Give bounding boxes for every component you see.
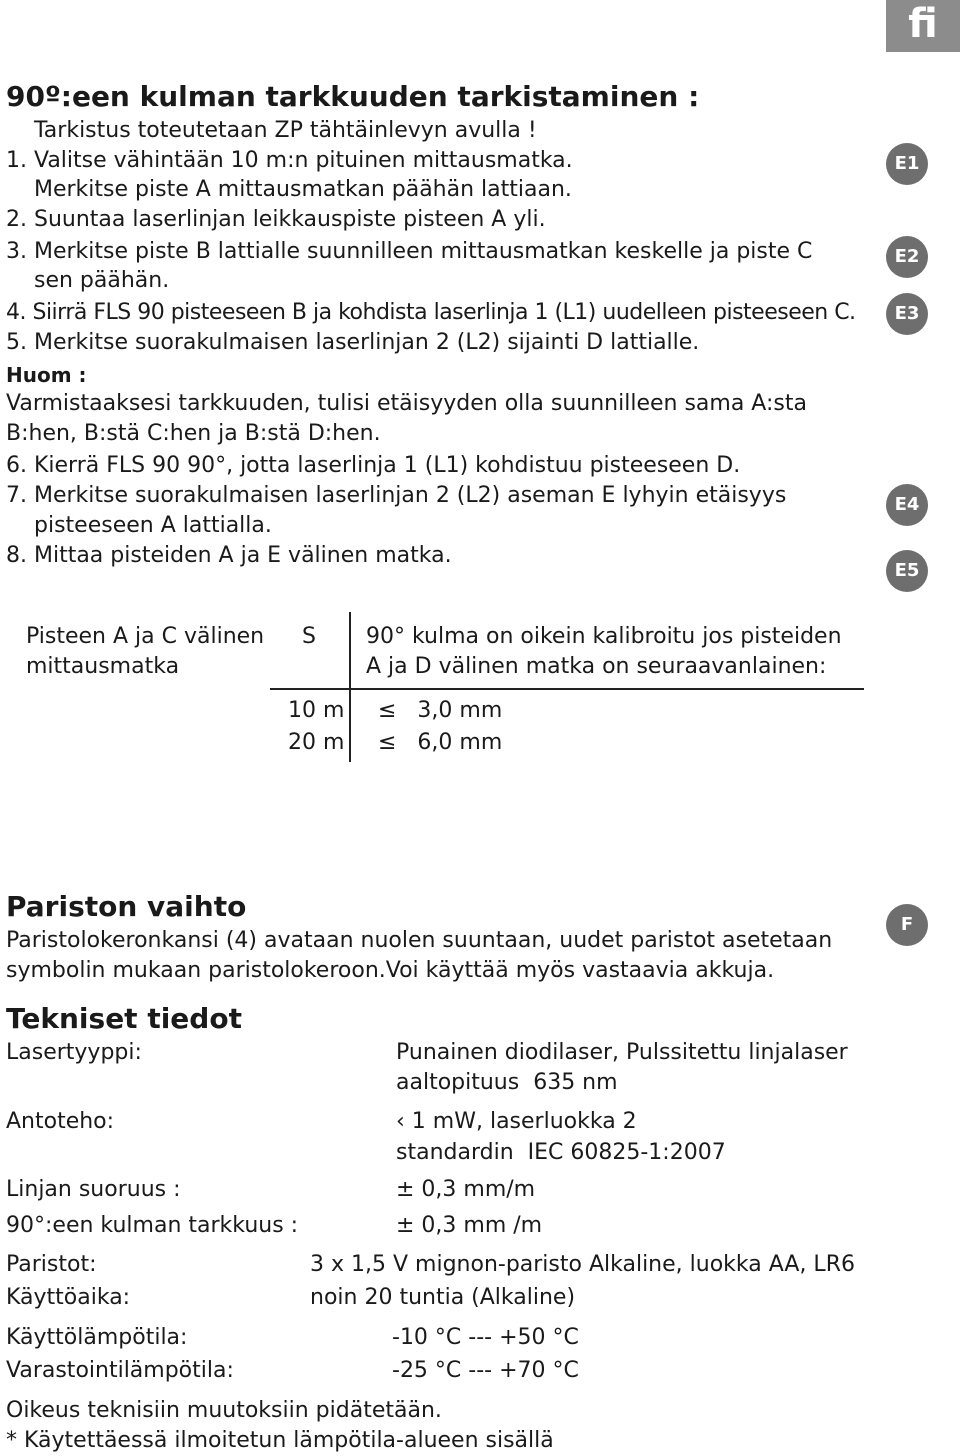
- step-6: 6. Kierrä FLS 90 90°, jotta laserlinja 1 (L1) kohdistuu pisteeseen D.: [6, 453, 741, 478]
- table-divider-horizontal: [270, 688, 864, 690]
- spec-footnote: * Käytettäessä ilmoitetun lämpötila-alueen sisällä: [6, 1428, 554, 1453]
- step-7: 7. Merkitse suorakulmaisen laserlinjan 2 (L2) aseman E lyhyin etäisyys: [6, 483, 787, 508]
- spec-value-laser: Punainen diodilaser, Pulssitettu linjalaser: [396, 1040, 848, 1065]
- spec-label-batteries: Paristot:: [6, 1252, 97, 1277]
- spec-label-power: Antoteho:: [6, 1109, 115, 1134]
- step-8: 8. Mittaa pisteiden A ja E välinen matka.: [6, 543, 452, 568]
- figure-badge-e5: E5: [886, 550, 928, 592]
- step-1: 1. Valitse vähintään 10 m:n pituinen mittausmatka.: [6, 148, 573, 173]
- spec-label-operating-temp: Käyttölämpötila:: [6, 1325, 188, 1350]
- spec-reserve-note: Oikeus teknisiin muutoksiin pidätetään.: [6, 1398, 442, 1423]
- step-5: 5. Merkitse suorakulmaisen laserlinjan 2 (L2) sijainti D lattialle.: [6, 330, 700, 355]
- table-row-tolerance: ≤ 3,0 mm: [378, 698, 503, 723]
- spec-label-laser: Lasertyyppi:: [6, 1040, 142, 1065]
- section-title-battery: Pariston vaihto: [6, 890, 247, 923]
- table-header-distance-line2: mittausmatka: [26, 654, 180, 679]
- battery-text-line1: Paristolokeronkansi (4) avataan nuolen suuntaan, uudet paristot asetetaan: [6, 928, 833, 953]
- spec-value-runtime: noin 20 tuntia (Alkaline): [310, 1285, 576, 1310]
- spec-value-standard: standardin IEC 60825-1:2007: [396, 1140, 726, 1165]
- step-4: 4. Siirrä FLS 90 pisteeseen B ja kohdista laserlinja 1 (L1) uudelleen pisteeseen C.: [6, 300, 856, 325]
- step-2: 2. Suuntaa laserlinjan leikkauspiste pisteen A yli.: [6, 207, 546, 232]
- spec-value-angle-accuracy: ± 0,3 mm /m: [396, 1213, 543, 1238]
- language-tab: fi: [886, 0, 960, 52]
- table-row-distance: 10 m: [288, 698, 345, 723]
- battery-text-line2: symbolin mukaan paristolokeroon.Voi käyttää myös vastaavia akkuja.: [6, 958, 775, 983]
- step-7-continued: pisteeseen A lattialla.: [34, 513, 272, 538]
- spec-label-angle-accuracy: 90°:een kulman tarkkuus :: [6, 1213, 299, 1238]
- table-header-result-line1: 90° kulma on oikein kalibroitu jos pisteiden: [366, 624, 842, 649]
- spec-label-runtime: Käyttöaika:: [6, 1285, 131, 1310]
- section-title-specs: Tekniset tiedot: [6, 1002, 242, 1035]
- spec-label-storage-temp: Varastointilämpötila:: [6, 1358, 234, 1383]
- spec-value-storage-temp: -25 °C --- +70 °C: [392, 1358, 579, 1383]
- spec-label-straightness: Linjan suoruus :: [6, 1177, 181, 1202]
- step-3: 3. Merkitse piste B lattialle suunnilleen mittausmatkan keskelle ja piste C: [6, 239, 813, 264]
- step-3-continued: sen päähän.: [34, 268, 170, 293]
- figure-badge-e1: E1: [886, 143, 928, 185]
- figure-badge-e4: E4: [886, 484, 928, 526]
- note-line-1: Varmistaaksesi tarkkuuden, tulisi etäisyyden olla suunnilleen sama A:sta: [6, 391, 807, 416]
- figure-badge-f: F: [886, 904, 928, 946]
- figure-badge-e3: E3: [886, 293, 928, 335]
- spec-value-operating-temp: -10 °C --- +50 °C: [392, 1325, 579, 1350]
- spec-value-power: ‹ 1 mW, laserluokka 2: [396, 1109, 637, 1134]
- table-divider-vertical: [349, 612, 351, 762]
- table-header-result-line2: A ja D välinen matka on seuraavanlainen:: [366, 654, 827, 679]
- section-title-angle-check: 90º:een kulman tarkkuuden tarkistaminen :: [6, 80, 700, 113]
- figure-badge-e2: E2: [886, 236, 928, 278]
- intro-text: Tarkistus toteutetaan ZP tähtäinlevyn avulla !: [34, 118, 537, 143]
- spec-value-batteries: 3 x 1,5 V mignon-paristo Alkaline, luokka AA, LR6: [310, 1252, 855, 1277]
- spec-value-straightness: ± 0,3 mm/m: [396, 1177, 536, 1202]
- table-row-distance: 20 m: [288, 730, 345, 755]
- spec-value-wavelength: aaltopituus 635 nm: [396, 1070, 618, 1095]
- note-line-2: B:hen, B:stä C:hen ja B:stä D:hen.: [6, 421, 381, 446]
- step-1-continued: Merkitse piste A mittausmatkan päähän lattiaan.: [34, 177, 572, 202]
- table-header-distance-line1: Pisteen A ja C välinen: [26, 624, 265, 649]
- table-row-tolerance: ≤ 6,0 mm: [378, 730, 503, 755]
- note-label: Huom :: [6, 363, 87, 387]
- table-header-s: S: [302, 624, 316, 649]
